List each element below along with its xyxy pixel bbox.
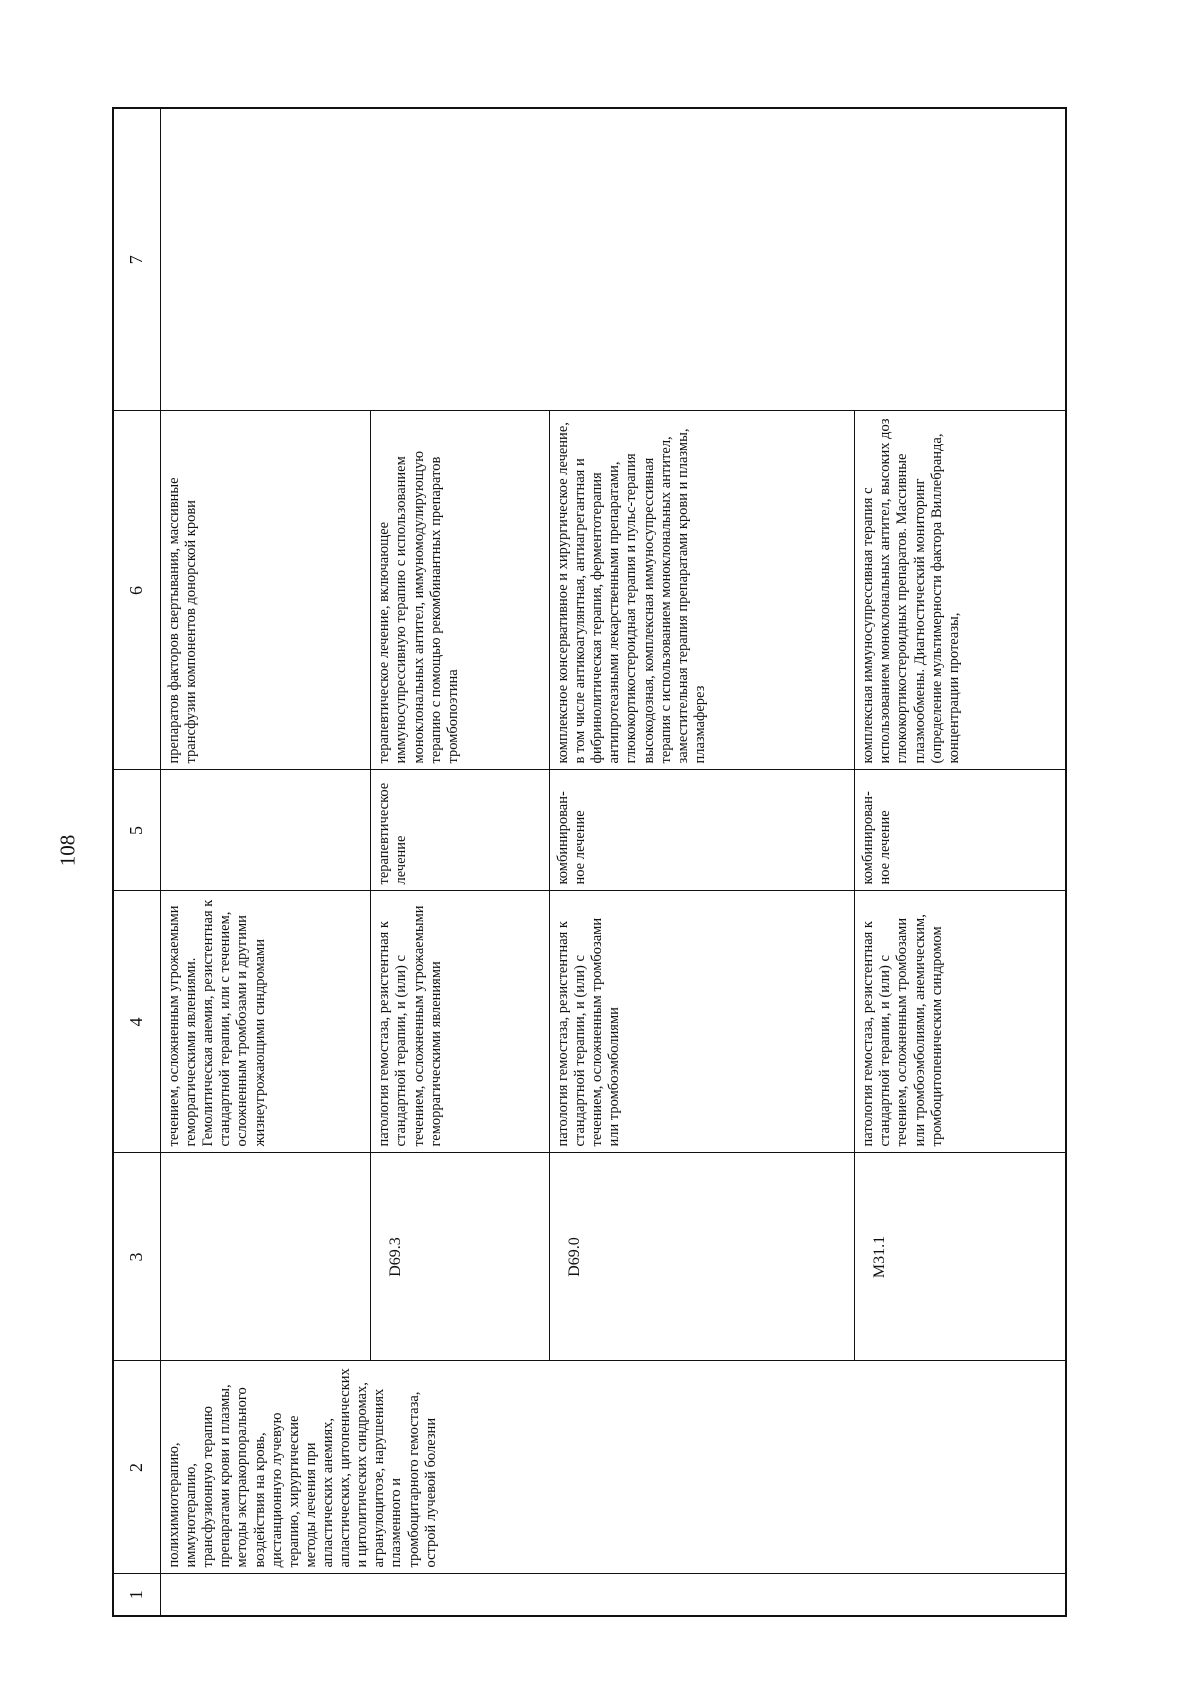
code-cell <box>161 1153 371 1361</box>
header-col-7: 7 <box>113 108 161 411</box>
method-cell: терапевтическое лечение, включающее иммуносупрессивную терапию с использованием моноклональных антител, иммуномодулирующую терапию с помощью рекомбинантных препаратов тромбопоэтина <box>371 411 550 770</box>
treatment-type-cell <box>161 770 371 891</box>
header-col-4: 4 <box>113 891 161 1153</box>
condition-cell: патология гемостаза, резистентная к стандартной терапии, и (или) с течением, осложненным тромбозами или тромбоэмболиями, анемическим, тромбоцитопеническим синдромом <box>855 891 1066 1153</box>
page-number: 108 <box>55 834 80 867</box>
method-cell: препаратов факторов свертывания, массивные трансфузии компонентов донорской крови <box>161 411 371 770</box>
code-cell: D69.0 <box>549 1153 854 1361</box>
col2-methods-cell: полихимиотерапию, иммунотерапию, трансфузионную терапию препаратами крови и плазмы, методы экстракорпорального воздействия на кровь, дистанционную лучевую терапию, хирургические методы лечения при апластических анемиях, апластических, цитопенических и цитолитических синдромах, агранулоцитозе, нарушениях плазменного и тромбоцитарного гемостаза, острой лучевой болезни <box>161 1361 1067 1574</box>
condition-cell: патология гемостаза, резистентная к стандартной терапии, и (или) с течением, осложненным угрожаемыми геморрагическими явлениями <box>371 891 550 1153</box>
condition-cell: течением, осложненным угрожаемыми геморрагическими явлениями. Гемолитическая анемия, резистентная к стандартной терапии, или с течением, осложненным тромбозами и другими жизнеугрожающими синдромами <box>161 891 371 1153</box>
header-col-1: 1 <box>113 1574 161 1616</box>
col1-cell <box>161 1574 1067 1616</box>
treatment-type-cell: терапевтическое лечение <box>371 770 550 891</box>
code-cell: M31.1 <box>855 1153 1066 1361</box>
rotated-table-container <box>112 107 1067 1617</box>
col7-cell <box>161 108 1067 411</box>
treatment-type-cell: комбинирован-ное лечение <box>549 770 854 891</box>
header-col-6: 6 <box>113 411 161 770</box>
header-col-3: 3 <box>113 1153 161 1361</box>
code-cell: D69.3 <box>371 1153 550 1361</box>
header-col-5: 5 <box>113 770 161 891</box>
table-header-row <box>113 108 161 1616</box>
table-row <box>161 108 371 1616</box>
header-col-2: 2 <box>113 1361 161 1574</box>
method-cell: комплексная иммуносупрессивная терапия с использованием моноклональных антител, высоких доз глюкокортикостероидных препаратов. Массивные плазмообмены. Диагностический мониторинг (определение мультимерности фактора Виллебранда, концентрации протеазы, <box>855 411 1066 770</box>
method-cell: комплексное консервативное и хирургическое лечение, в том числе антикоагулянтная, антиагрегантная и фибринолитическая терапия, ферментотерапия антипротеазными лекарственными препаратами, глюкокортикостероидная терапия и пульс-терапия высокодозная, комплексная иммуносупрессивная терапия с использованием моноклональных антител, заместительная терапия препаратами крови и плазмы, плазмаферез <box>549 411 854 770</box>
medical-care-table <box>112 107 1067 1617</box>
treatment-type-cell: комбинирован-ное лечение <box>855 770 1066 891</box>
condition-cell: патология гемостаза, резистентная к стандартной терапии, и (или) с течением, осложненным тромбозами или тромбоэмболиями <box>549 891 854 1153</box>
